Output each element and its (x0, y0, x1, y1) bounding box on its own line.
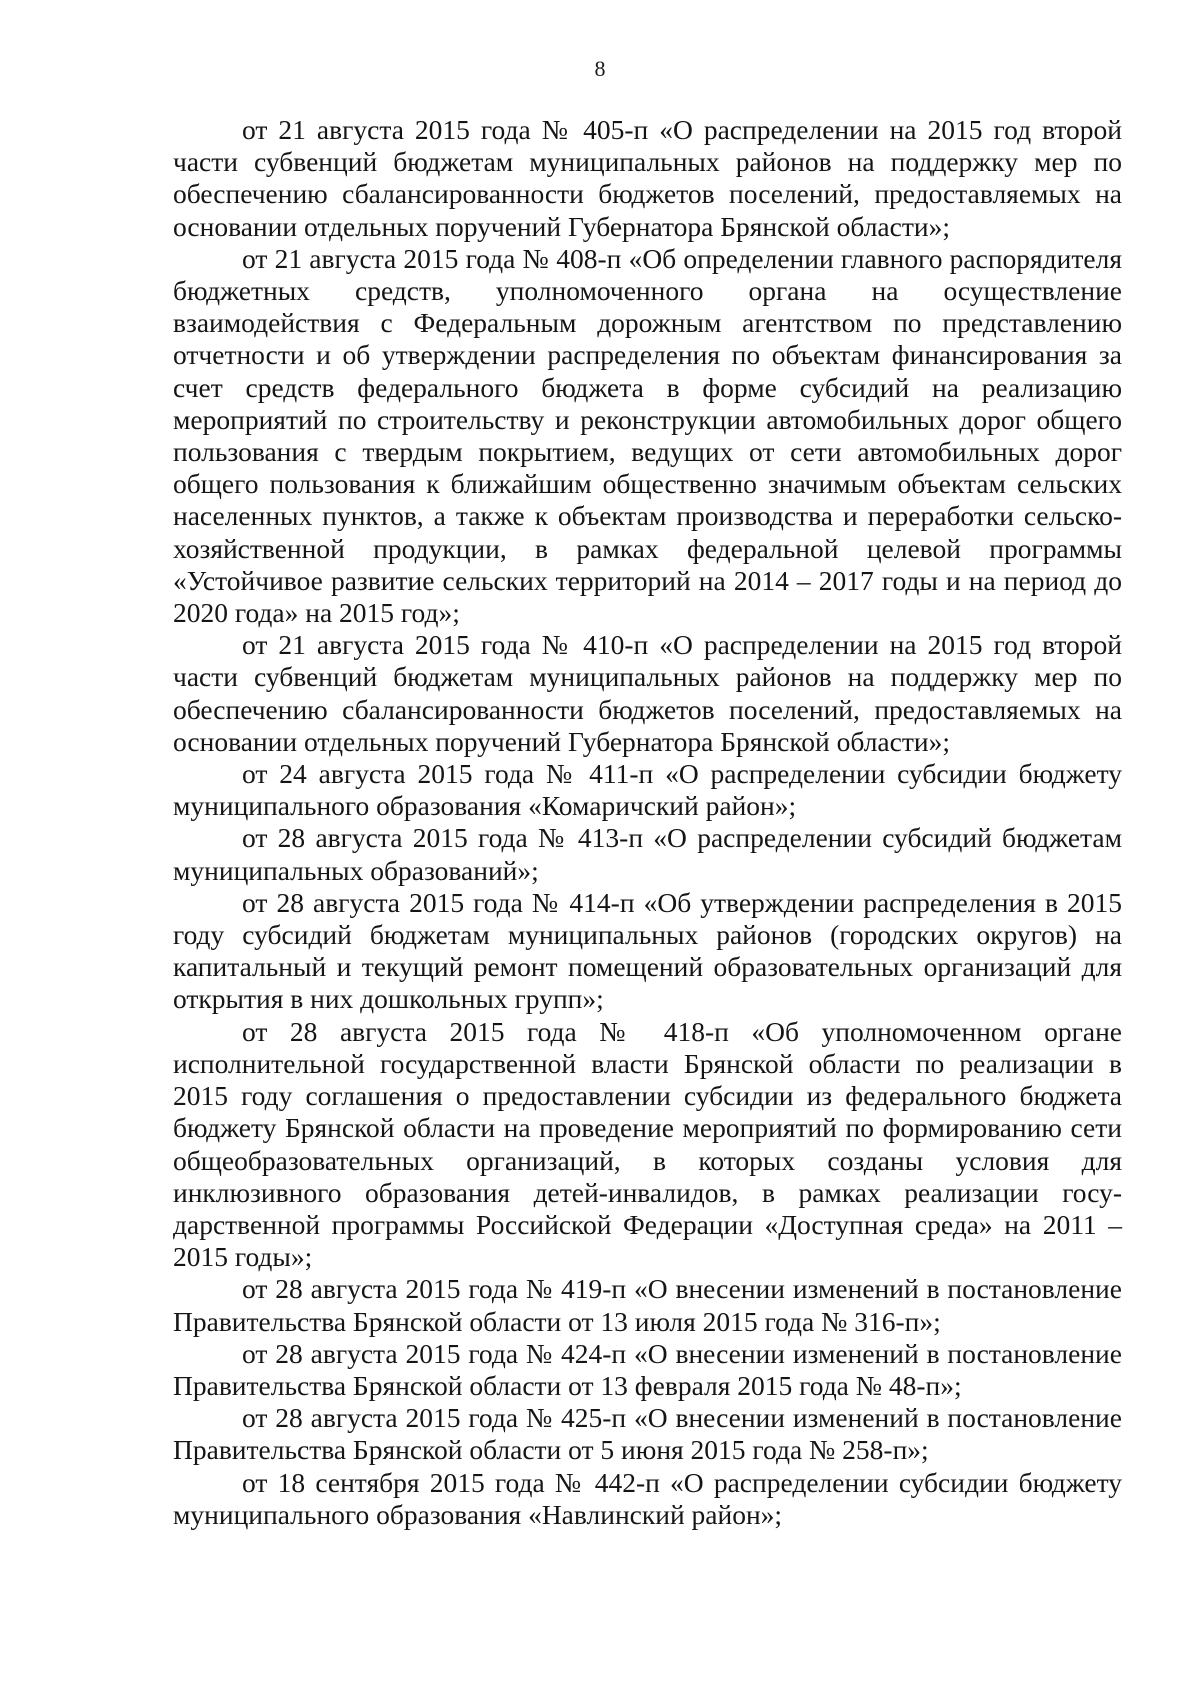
paragraph-419p: от 28 августа 2015 года № 419-п «О внесении изменений в постановление Правительства Брянской области от 13 июля 2015 года № 316-п»; (173, 1273, 1122, 1337)
paragraph-414p: от 28 августа 2015 года № 414-п «Об утверждении распределения в 2015 году субсидий бюджетам муниципальных районов (городских округов) на капитальный и текущий ремонт помещений образовательных организаций для открытия в них дошкольных групп»; (173, 886, 1122, 1015)
paragraph-411p: от 24 августа 2015 года № 411-п «О распределении субсидии бюджету муниципального образования «Комаричский район»; (173, 758, 1122, 822)
paragraph-425p: от 28 августа 2015 года № 425-п «О внесении изменений в постановление Правительства Брянской области от 5 июня 2015 года № 258-п»; (173, 1402, 1122, 1466)
paragraph-413p: от 28 августа 2015 года № 413-п «О распределении субсидий бюджетам муниципальных образований»; (173, 822, 1122, 886)
paragraph-424p: от 28 августа 2015 года № 424-п «О внесении изменений в постановление Правительства Брянской области от 13 февраля 2015 года № 48-п»; (173, 1337, 1122, 1401)
paragraph-410p: от 21 августа 2015 года № 410-п «О распределении на 2015 год второй части субвенций бюджетам муниципальных районов на поддержку мер по обеспечению сбалансированности бюджетов поселений, предоставляемых на основании отдельных поручений Губернатора Брянской области»; (173, 629, 1122, 757)
page-number: 8 (594, 56, 606, 81)
paragraph-408p: от 21 августа 2015 года № 408-п «Об определении главного распорядителя бюджетных средств, уполномоченного органа на осуществление взаимодействия с Федеральным дорожным агентством по представлению отчетности и об утверждении распределения по объектам финансирования за счет средств федерального бюджета в форме субсидий на реализацию мероприятий по строительству и реконструкции автомобильных дорог общего пользования с твердым покрытием, ведущих от сети автомобильных дорог общего пользования к ближайшим общественно значимым объектам сельских населенных пунктов, а также к объектам производства и переработки сельскохозяйственной продукции, в рамках федеральной целевой программы «Устойчивое развитие сельских территорий на 2014 – 2017 годы и на период до 2020 года» на 2015 год»; (173, 242, 1122, 629)
paragraph-418p: от 28 августа 2015 года № 418-п «Об уполномоченном органе исполнительной государственной власти Брянской области по реализации в 2015 году соглашения о предоставлении субсидии из федерального бюджета бюджету Брянской области на проведение мероприятий по формированию сети общеобразовательных организаций, в которых созданы условия для инклюзивного образования детей-инвалидов, в рамках реализации государственной программы Российской Федерации «Доступная среда» на 2011 – 2015 годы»; (173, 1015, 1122, 1273)
paragraph-442p: от 18 сентября 2015 года № 442-п «О распределении субсидии бюджету муниципального образования «Навлинский район»; (173, 1466, 1122, 1530)
document-body (173, 114, 1122, 1531)
paragraph-405p: от 21 августа 2015 года № 405-п «О распределении на 2015 год второй части субвенций бюджетам муниципальных районов на поддержку мер по обеспечению сбалансированности бюджетов поселений, предоставляемых на основании отдельных поручений Губернатора Брянской области»; (173, 114, 1122, 242)
